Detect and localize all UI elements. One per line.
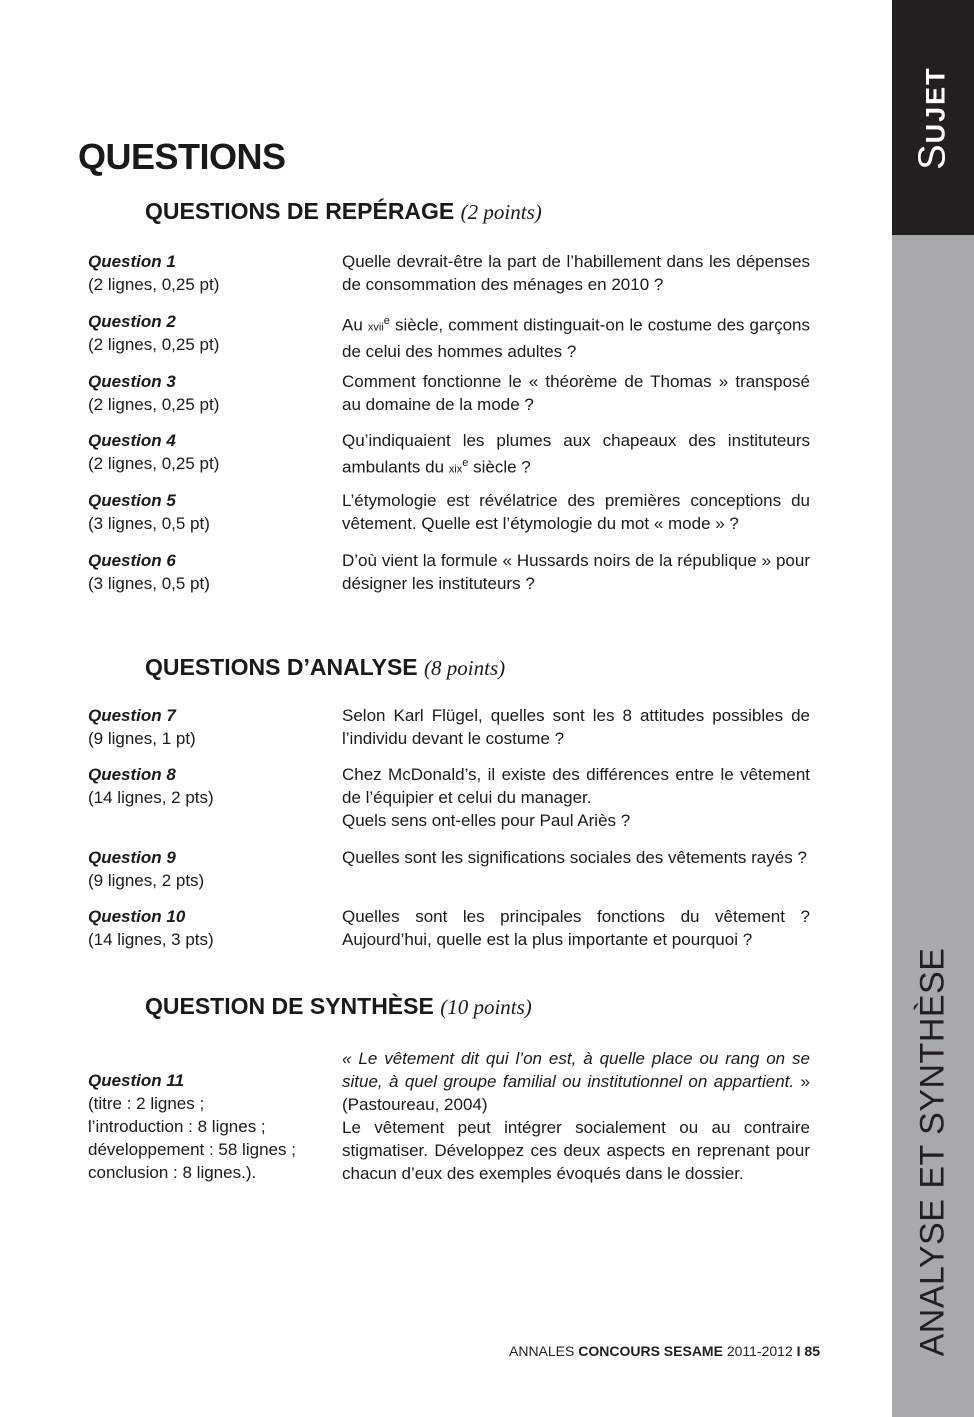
question-2-text: Au xvii$^e$ siècle, comment distinguait-on le costume des garçons de celui des hommes adultes ? [342, 315, 810, 361]
question-8-label: Question 8 (14 lignes, 2 pts) [88, 765, 214, 807]
question-11-label: Question 11 (titre : 2 lignes ; l’introduction : 8 lignes ; développement : 58 lignes ; conclusion : 8 lignes.). [88, 1071, 296, 1182]
question-10-label: Question 10 (14 lignes, 3 pts) [88, 907, 214, 949]
question-8-text: Chez McDonald’s, il existe des différences entre le vêtement de l’équipier et celui du manager. Quels sens ont-elles pour Paul Ariès ? [342, 765, 810, 830]
synthese-quote: « Le vêtement dit qui l’on est, à quelle place ou rang on se situe, à quel groupe familial ou institutionnel on appartient. [342, 1049, 810, 1091]
question-7-label: Question 7 (9 lignes, 1 pt) [88, 706, 196, 748]
question-1-text: Quelle devrait-être la part de l’habillement dans les dépenses de consommation des ménages en 2010 ? [342, 252, 810, 294]
sidebar-sujet-label: SUJET [911, 66, 954, 170]
sidebar-analyse-label: ANALYSE ET SYNTHÈSE [913, 947, 952, 1357]
question-3-text: Comment fonctionne le « théorème de Thomas » transposé au domaine de la mode ? [342, 372, 810, 414]
question-4-label: Question 4 (2 lignes, 0,25 pt) [88, 431, 220, 473]
section-heading-synthese: QUESTION DE SYNTHÈSE (10 points) [145, 993, 532, 1019]
question-1-label: Question 1 (2 lignes, 0,25 pt) [88, 252, 220, 294]
question-5-text: L’étymologie est révélatrice des premières conceptions du vêtement. Quelle est l’étymologie du mot « mode » ? [342, 491, 810, 533]
page-number: 85 [804, 1343, 820, 1359]
page-footer: ANNALES CONCOURS SESAME 2011-2012 I 85 [509, 1343, 820, 1359]
question-3-label: Question 3 (2 lignes, 0,25 pt) [88, 372, 220, 414]
question-11-text: « Le vêtement dit qui l’on est, à quelle place ou rang on se situe, à quel groupe familial ou institutionnel on appartient. » (Pastoureau, 2004) Le vêtement peut intégrer socialement ou au contraire stigmatiser. Développez ces deux aspects en reprenant pour chacun d’eux des exemples évoqués dans le dossier. [342, 1049, 810, 1183]
question-5-label: Question 5 (3 lignes, 0,5 pt) [88, 491, 210, 533]
synthese-instruction: Le vêtement peut intégrer socialement ou au contraire stigmatiser. Développez ces deux aspects en reprenant pour chacun d’eux des exemples évoqués dans le dossier. [342, 1118, 810, 1183]
question-4-text: Qu’indiquaient les plumes aux chapeaux des instituteurs ambulants du xix$^e$ siècle ? [342, 431, 810, 477]
page-title: QUESTIONS [78, 136, 286, 177]
section-heading-reperage: QUESTIONS DE REPÉRAGE (2 points) [145, 198, 542, 224]
question-6-text: D’où vient la formule « Hussards noirs de la république » pour désigner les instituteurs ? [342, 551, 810, 593]
question-7-text: Selon Karl Flügel, quelles sont les 8 attitudes possibles de l’individu devant le costume ? [342, 706, 810, 748]
question-2-label: Question 2 (2 lignes, 0,25 pt) [88, 312, 220, 354]
question-6-label: Question 6 (3 lignes, 0,5 pt) [88, 551, 210, 593]
question-10-text: Quelles sont les principales fonctions du vêtement ? Aujourd’hui, quelle est la plus importante et pourquoi ? [342, 907, 810, 949]
question-9-label: Question 9 (9 lignes, 2 pts) [88, 848, 205, 890]
section-heading-analyse: QUESTIONS D’ANALYSE (8 points) [145, 654, 506, 680]
question-9-text: Quelles sont les significations sociales des vêtements rayés ? [342, 848, 807, 867]
